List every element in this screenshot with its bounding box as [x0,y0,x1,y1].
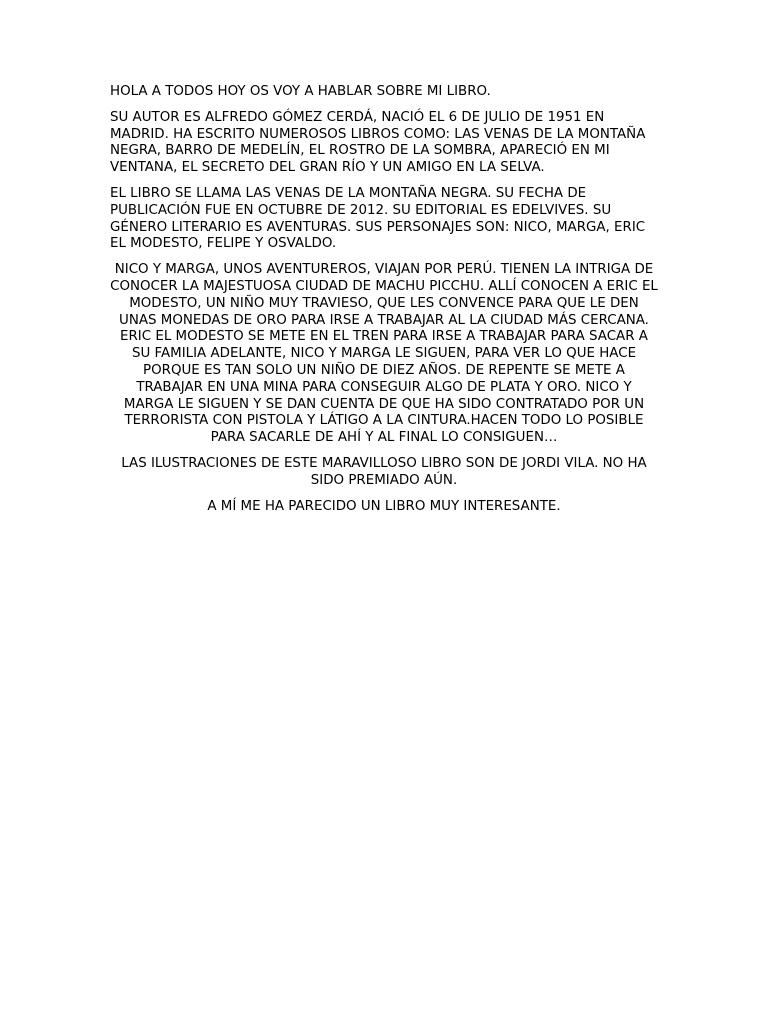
paragraph-intro: HOLA A TODOS HOY OS VOY A HABLAR SOBRE MI LIBRO. [110,84,491,99]
document-page [110,84,658,524]
paragraph-illustrations: LAS ILUSTRACIONES DE ESTE MARAVILLOSO LIBRO SON DE JORDI VILA. NO HA SIDO PREMIADO AÚN. [121,455,647,488]
paragraph-summary: NICO Y MARGA, UNOS AVENTUREROS, VIAJAN POR PERÚ. TIENEN LA INTRIGA DE CONOCER LA MAJESTUOSA CIUDAD DE MACHU PICCHU. ALLÍ CONOCEN A ERIC EL MODESTO, UN NIÑO MUY TRAVIESO, QUE LES CONVENCE PARA QUE LE DEN UNAS MONEDAS DE ORO PARA IRSE A TRABAJAR AL LA CIUDAD MÁS CERCANA. ERIC EL MODESTO SE METE EN EL TREN PARA IRSE A TRABAJAR PARA SACAR A SU FAMILIA ADELANTE, NICO Y MARGA LE SIGUEN, PARA VER LO QUE HACE PORQUE ES TAN SOLO UN NIÑO DE DIEZ AÑOS. DE REPENTE SE METE A TRABAJAR EN UNA MINA PARA CONSEGUIR ALGO DE PLATA Y ORO. NICO Y MARGA LE SIGUEN Y SE DAN CUENTA DE QUE HA SIDO CONTRATADO POR UN TERRORISTA CON PISTOLA Y LÁTIGO A LA CINTURA.HACEN TODO LO POSIBLE PARA SACARLE DE AHÍ Y AL FINAL LO CONSIGUEN… [110,262,658,446]
paragraph-opinion: A MÍ ME HA PARECIDO UN LIBRO MUY INTERESANTE. [207,498,561,514]
paragraph-book-info: EL LIBRO SE LLAMA LAS VENAS DE LA MONTAÑA NEGRA. SU FECHA DE PUBLICACIÓN FUE EN OCTUBRE DE 2012. SU EDITORIAL ES EDELVIVES. SU GÉNERO LITERARIO ES AVENTURAS. SUS PERSONAJES SON: NICO, MARGA, ERIC EL MODESTO, FELIPE Y OSVALDO. [110,185,646,252]
paragraph-author: SU AUTOR ES ALFREDO GÓMEZ CERDÁ, NACIÓ EL 6 DE JULIO DE 1951 EN MADRID. HA ESCRITO NUMEROSOS LIBROS COMO: LAS VENAS DE LA MONTAÑA NEGRA, BARRO DE MEDELÍN, EL ROSTRO DE LA SOMBRA, APARECIÓ EN MI VENTANA, EL SECRETO DEL GRAN RÍO Y UN AMIGO EN LA SELVA. [110,109,646,176]
